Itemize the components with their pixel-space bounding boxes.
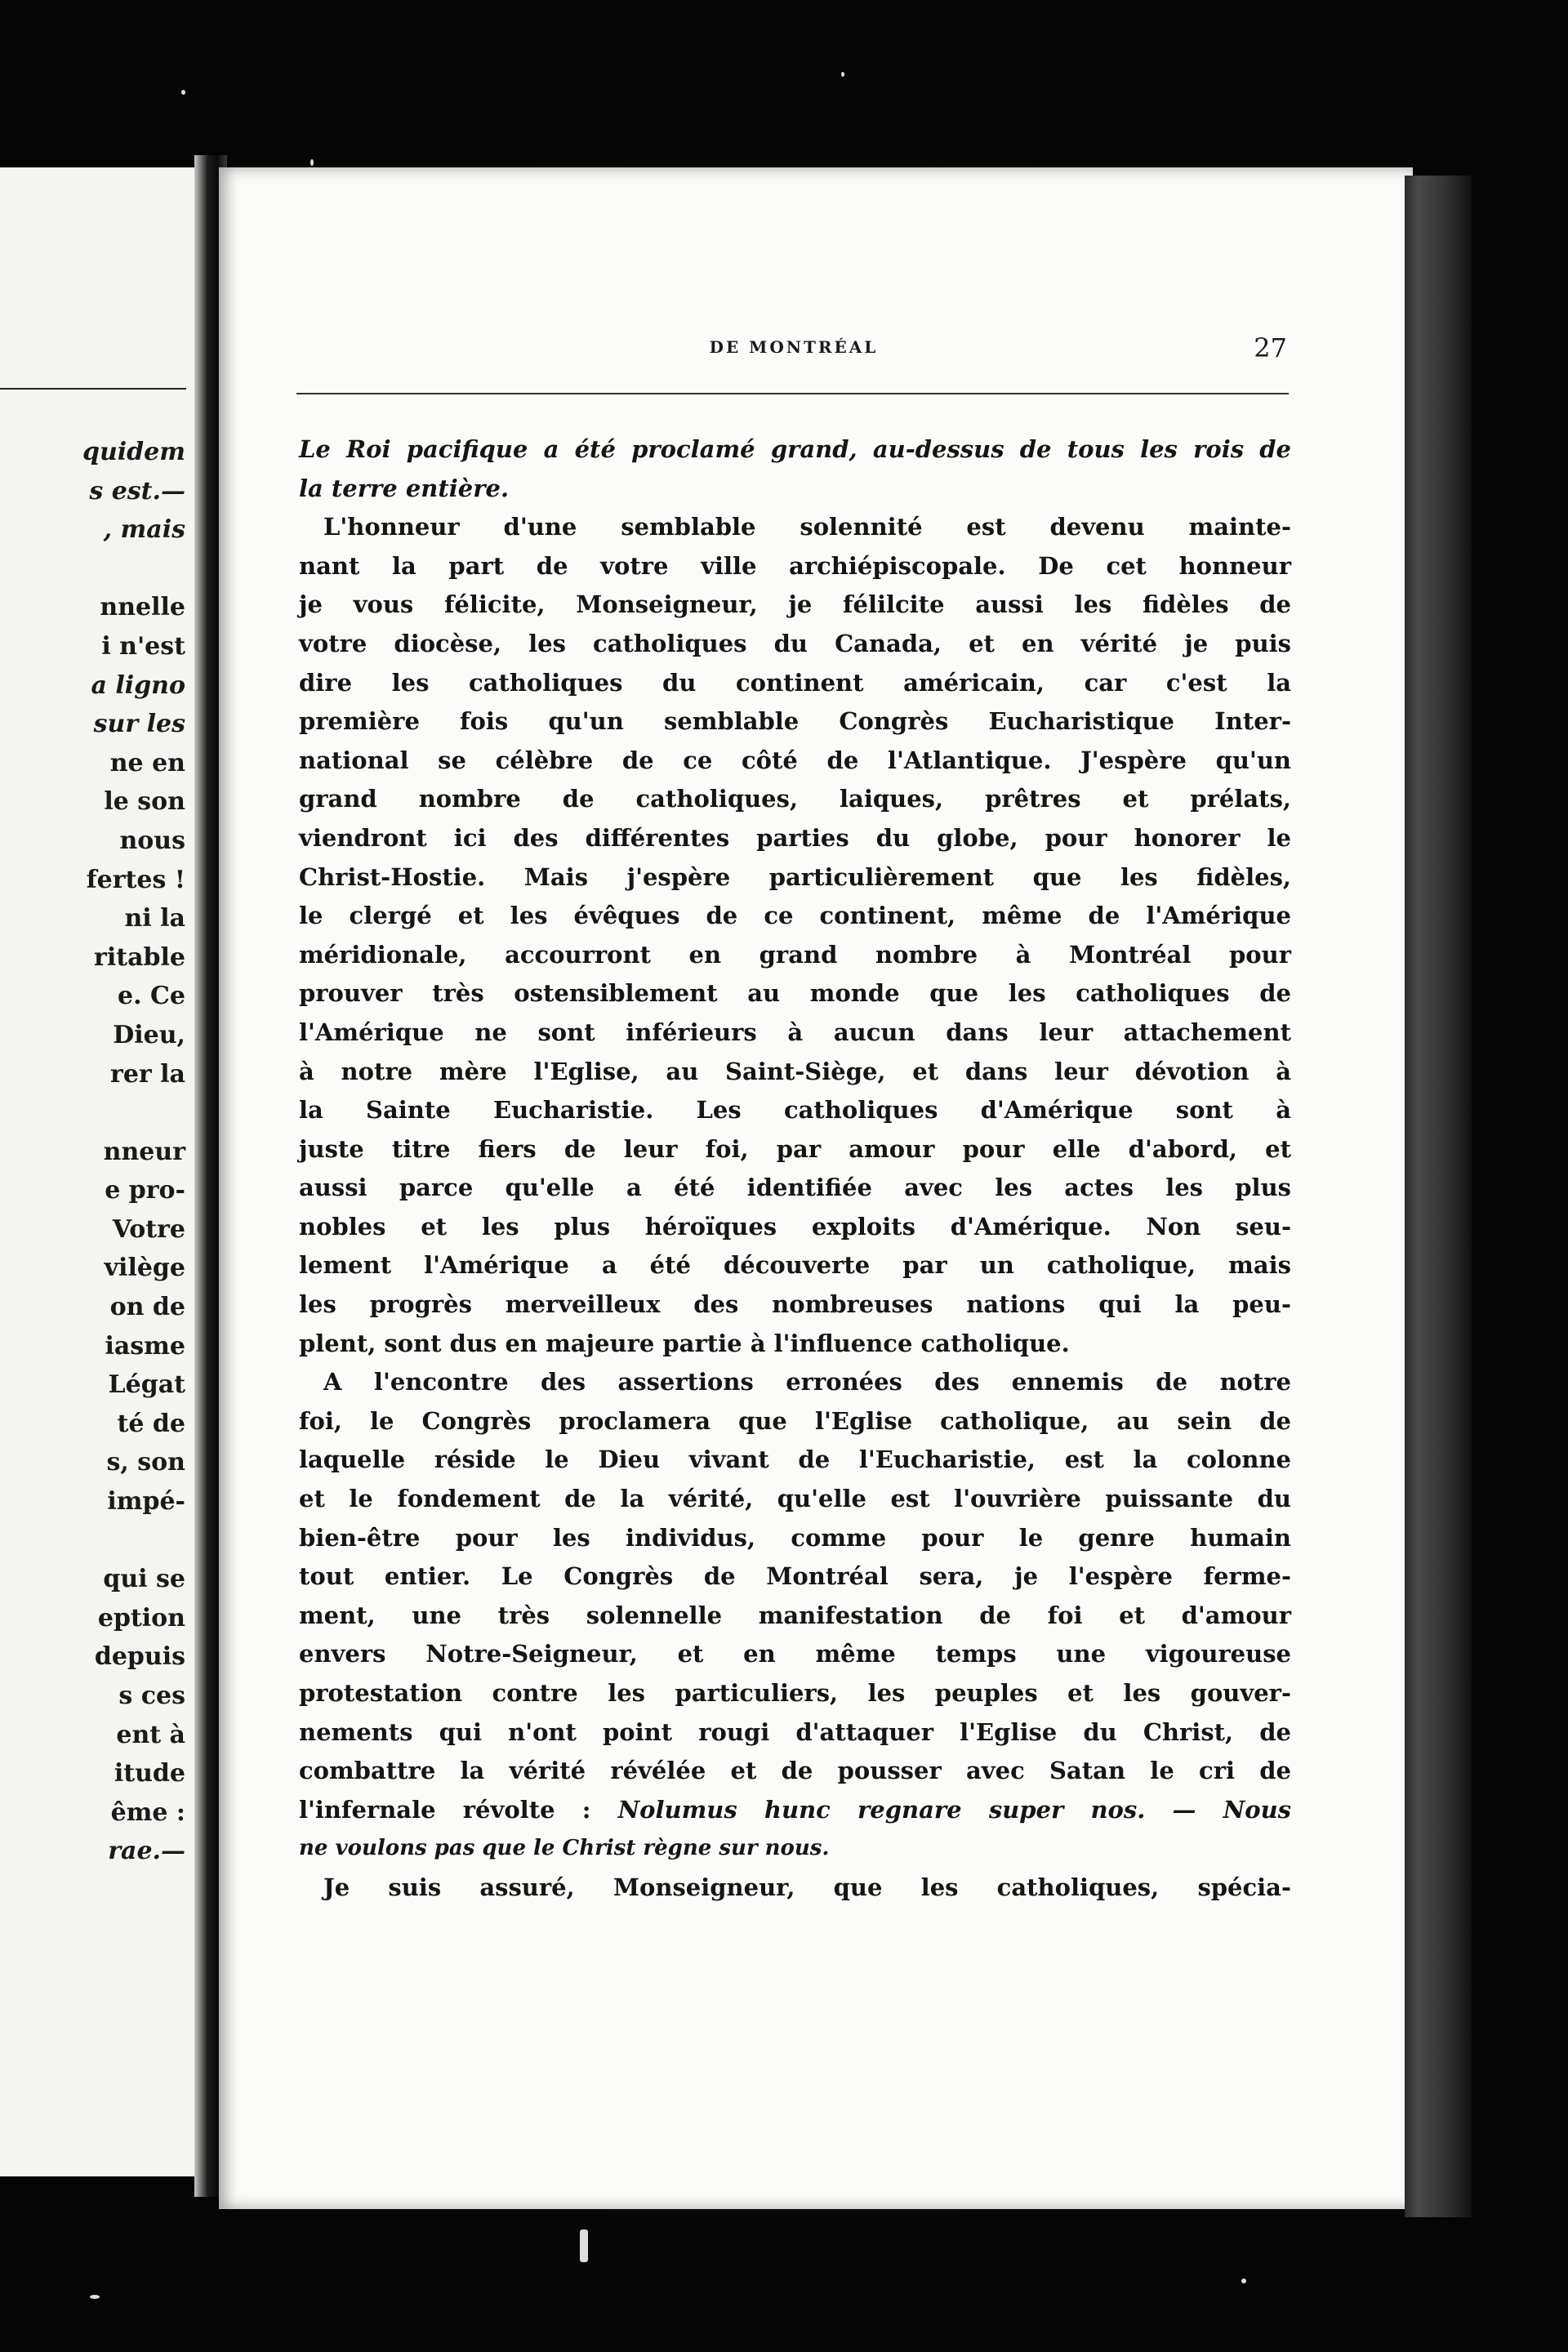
previous-page-line: ent à — [116, 1720, 185, 1749]
dust-speck — [310, 159, 314, 166]
previous-page-line: nous — [119, 826, 185, 855]
previous-page-line: depuis — [94, 1642, 185, 1672]
previous-page-line: sur les — [93, 710, 185, 739]
previous-page-line: nnelle — [100, 593, 185, 622]
text-line: à notre mère l'Eglise, au Saint-Siège, et dans leur dévotion à — [299, 1057, 1291, 1085]
previous-page-line: eption — [97, 1603, 185, 1633]
text-line: je vous félicite, Monseigneur, je félilcite aussi les fidèles de — [299, 590, 1291, 619]
text-line: grand nombre de catholiques, laiques, prêtres et prélats, — [299, 785, 1291, 813]
previous-page-line — [0, 550, 185, 589]
text-line: ne voulons pas que le Christ règne sur nous. — [299, 1836, 830, 1861]
previous-page-line: , mais — [103, 515, 185, 545]
header-rule — [296, 393, 1289, 394]
book-page-edges — [1405, 176, 1472, 2217]
text-line: nements qui n'ont point rougi d'attaquer l'Eglise du Christ, de — [299, 1717, 1291, 1746]
text-line: bien-être pour les individus, comme pour le genre humain — [299, 1523, 1291, 1552]
dust-speck — [90, 2295, 100, 2299]
text-line: Christ-Hostie. Mais j'espère particulièrement que les fidèles, — [299, 862, 1291, 891]
text-line: la terre entière. — [299, 474, 510, 502]
text-line: votre diocèse, les catholiques du Canada, et en vérité je puis — [299, 629, 1291, 657]
text-line: Je suis assuré, Monseigneur, que les catholiques, spécia- — [323, 1873, 1291, 1901]
previous-page-line: a ligno — [91, 670, 185, 700]
running-head — [301, 332, 1287, 368]
previous-page-line: nneur — [103, 1137, 185, 1166]
text-line: méridionale, accourront en grand nombre à Montréal pour — [299, 940, 1291, 969]
previous-page-line: qui se — [103, 1565, 185, 1594]
body-text — [299, 430, 1291, 1908]
running-head-title: DE MONTRÉAL — [709, 337, 879, 357]
previous-page-head-rule — [0, 388, 186, 390]
previous-page-line: Légat — [108, 1370, 185, 1400]
text-line: Le Roi pacifique a été proclamé grand, au-dessus de tous les rois de — [299, 435, 1291, 463]
previous-page-line: e pro- — [105, 1176, 185, 1205]
dust-speck — [841, 72, 844, 77]
previous-page-line: ni la — [124, 904, 185, 933]
previous-page-line: quidem — [82, 438, 185, 466]
text-line: plent, sont dus en majeure partie à l'influence catholique. — [299, 1329, 1070, 1357]
previous-page-line: s, son — [106, 1448, 185, 1477]
previous-page-text — [0, 433, 185, 1871]
previous-page-line: s ces — [118, 1682, 185, 1710]
text-line: les progrès merveilleux des nombreuses nations qui la peu- — [299, 1290, 1291, 1319]
previous-page-line: ritable — [94, 942, 185, 972]
previous-page-line: itude — [114, 1759, 185, 1788]
previous-page-line: vilège — [104, 1254, 185, 1283]
text-line: l'Amérique ne sont inférieurs à aucun dans leur attachement — [299, 1018, 1291, 1046]
text-line: A l'encontre des assertions erronées des ennemis de notre — [323, 1368, 1291, 1396]
text-line: juste titre fiers de leur foi, par amour pour elle d'abord, et — [299, 1134, 1291, 1163]
previous-page-line: i n'est — [101, 631, 185, 661]
dust-speck — [181, 90, 185, 95]
previous-page-line: iasme — [105, 1331, 185, 1361]
text-line: la Sainte Eucharistie. Les catholiques d'Amérique sont à — [299, 1096, 1291, 1125]
page-27 — [219, 167, 1413, 2209]
previous-page-line: Votre — [112, 1214, 185, 1244]
text-line: viendront ici des différentes parties du globe, pour honorer le — [299, 823, 1291, 852]
previous-page-line: on de — [109, 1293, 185, 1322]
text-line: prouver très ostensiblement au monde que les catholiques de — [299, 979, 1291, 1008]
text-line: protestation contre les particuliers, les peuples et les gouver- — [299, 1679, 1291, 1707]
text-line: nant la part de votre ville archiépiscopale. De cet honneur — [299, 551, 1291, 580]
previous-page-line — [0, 1521, 185, 1561]
previous-page-line: s est.— — [89, 476, 185, 506]
previous-page-line: ne en — [109, 748, 185, 777]
text-line: première fois qu'un semblable Congrès Eucharistique Inter- — [299, 707, 1291, 736]
text-line: tout entier. Le Congrès de Montréal sera, je l'espère ferme- — [299, 1562, 1291, 1591]
text-line: laquelle réside le Dieu vivant de l'Eucharistie, est la colonne — [299, 1446, 1291, 1474]
previous-page-line: e. Ce — [118, 982, 185, 1011]
previous-page-line — [0, 1094, 185, 1133]
text-line: nobles et les plus héroïques exploits d'Amérique. Non seu- — [299, 1212, 1291, 1241]
dust-speck — [580, 2230, 588, 2262]
previous-page-fragment — [0, 167, 200, 2176]
text-line: le clergé et les évêques de ce continent, même de l'Amérique — [299, 902, 1291, 930]
text-line: L'honneur d'une semblable solennité est devenu mainte- — [323, 513, 1291, 541]
previous-page-line: Dieu, — [113, 1020, 185, 1049]
text-line: envers Notre-Seigneur, et en même temps une vigoureuse — [299, 1640, 1291, 1668]
previous-page-line: té de — [117, 1409, 185, 1438]
text-line: dire les catholiques du continent américain, car c'est la — [299, 668, 1291, 697]
text-line: aussi parce qu'elle a été identifiée avec les actes les plus — [299, 1174, 1291, 1202]
previous-page-line: impé- — [107, 1487, 185, 1517]
text-line: national se célèbre de ce côté de l'Atlantique. J'espère qu'un — [299, 746, 1291, 774]
text-line: lement l'Amérique a été découverte par un catholique, mais — [299, 1251, 1291, 1280]
text-line: foi, le Congrès proclamera que l'Eglise catholique, au sein de — [299, 1406, 1291, 1435]
text-line: et le fondement de la vérité, qu'elle est l'ouvrière puissante du — [299, 1485, 1291, 1513]
text-line: combattre la vérité révélée et de pousser avec Satan le cri de — [299, 1757, 1291, 1785]
previous-page-line: le son — [104, 787, 185, 817]
previous-page-line: rer la — [110, 1059, 185, 1089]
previous-page-line: rae.— — [108, 1837, 185, 1866]
previous-page-line: ême : — [110, 1797, 185, 1827]
previous-page-line: fertes ! — [86, 865, 185, 894]
dust-speck — [1241, 2278, 1246, 2283]
text-line: l'infernale révolte : Nolumus hunc regnare super nos. — Nous — [299, 1795, 1291, 1824]
text-line: ment, une très solennelle manifestation de foi et d'amour — [299, 1601, 1291, 1629]
page-number: 27 — [1254, 332, 1287, 363]
